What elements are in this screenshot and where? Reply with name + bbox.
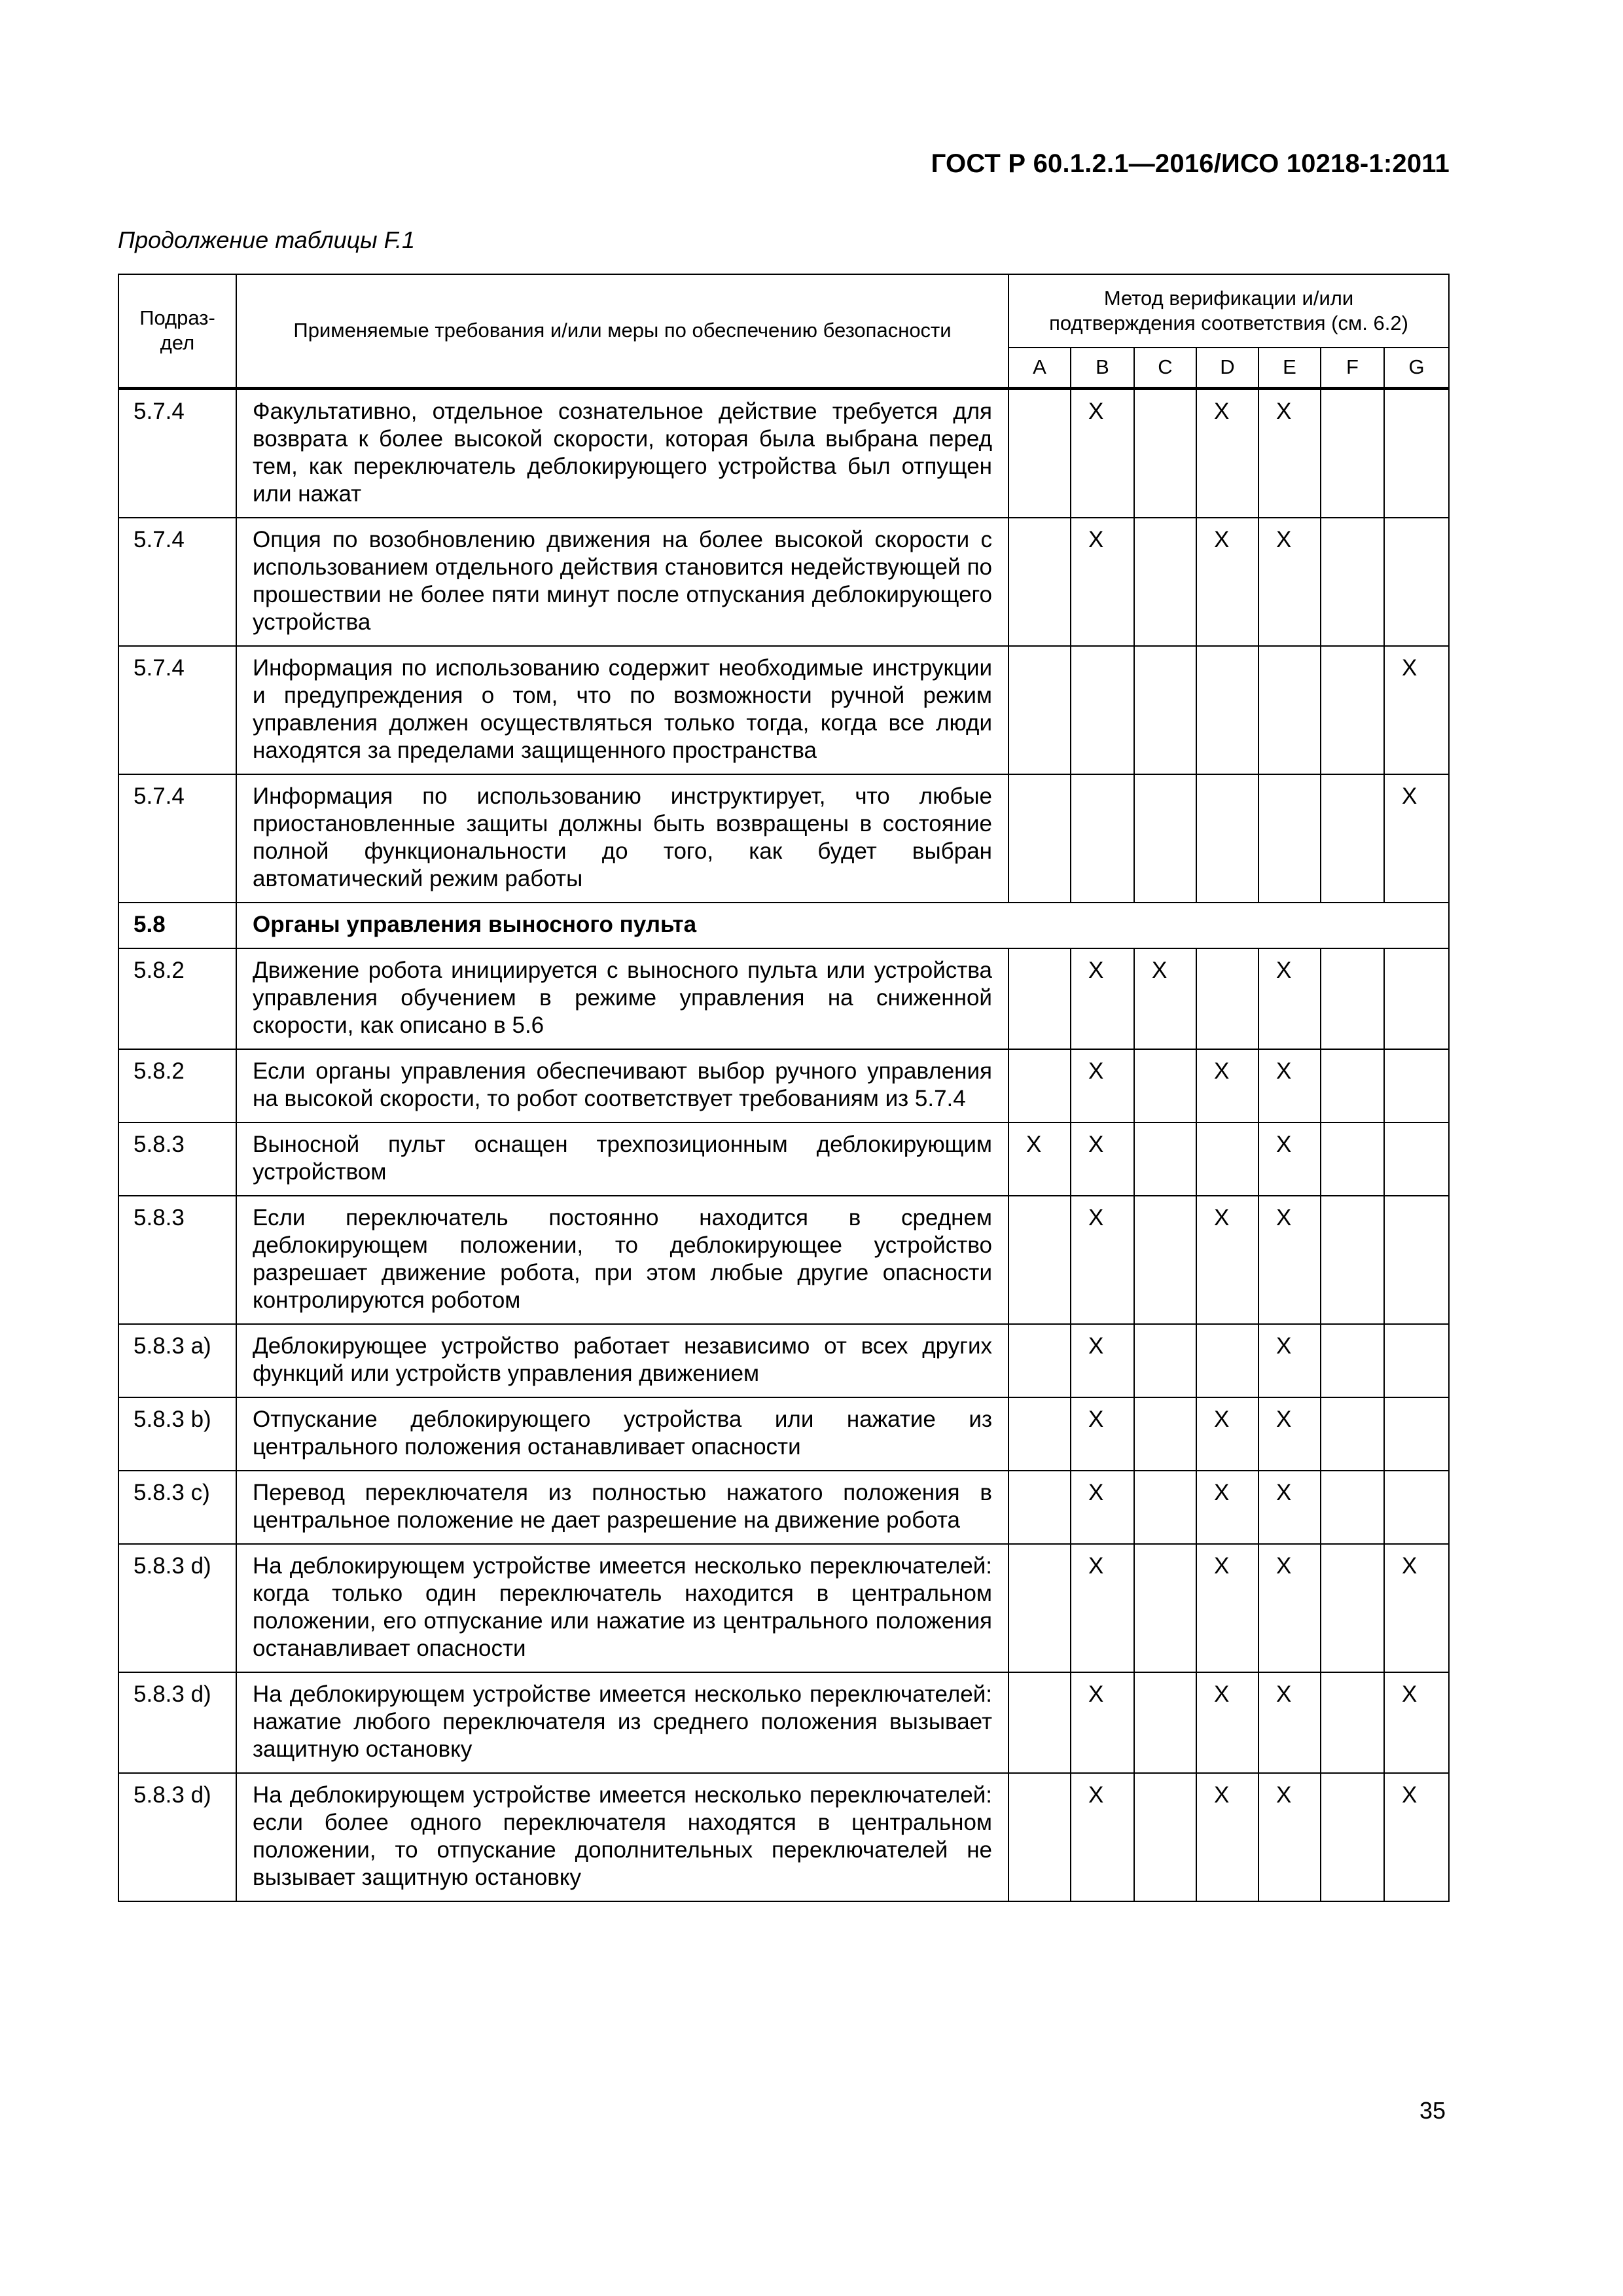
method-mark-c (1134, 774, 1196, 903)
table-row (118, 1049, 1449, 1122)
method-mark-b: X (1071, 388, 1134, 518)
method-mark-a (1008, 1544, 1071, 1672)
method-mark-c (1134, 1196, 1196, 1324)
page-number: 35 (1419, 2097, 1446, 2124)
section-number: 5.8 (118, 903, 236, 948)
method-mark-g: X (1384, 1672, 1449, 1773)
method-mark-d: X (1196, 1773, 1258, 1901)
method-mark-e: X (1258, 1049, 1321, 1122)
section-number: 5.7.4 (118, 388, 236, 518)
method-mark-f (1321, 1773, 1384, 1901)
method-mark-d: X (1196, 1471, 1258, 1544)
section-number: 5.8.3 d) (118, 1672, 236, 1773)
method-mark-d: X (1196, 1196, 1258, 1324)
requirement-text: На деблокирующем устройстве имеется несколько переключателей: нажатие любого переключателя из среднего положения вызывает защитную остановку (236, 1672, 1008, 1773)
method-mark-g (1384, 1324, 1449, 1397)
method-mark-f (1321, 1049, 1384, 1122)
section-number: 5.8.2 (118, 948, 236, 1049)
method-mark-d (1196, 1324, 1258, 1397)
method-mark-e (1258, 774, 1321, 903)
requirement-text: Перевод переключателя из полностью нажатого положения в центральное положение не дает разрешение на движение робота (236, 1471, 1008, 1544)
method-mark-g (1384, 1122, 1449, 1196)
method-mark-c (1134, 1324, 1196, 1397)
method-mark-e: X (1258, 1196, 1321, 1324)
table-body (118, 388, 1449, 1901)
method-mark-a (1008, 774, 1071, 903)
section-heading: Органы управления выносного пульта (236, 903, 1449, 948)
section-number: 5.7.4 (118, 518, 236, 646)
method-mark-a (1008, 1324, 1071, 1397)
table-row (118, 1196, 1449, 1324)
method-mark-f (1321, 774, 1384, 903)
requirement-text: Если органы управления обеспечивают выбор ручного управления на высокой скорости, то робот соответствует требованиям из 5.7.4 (236, 1049, 1008, 1122)
method-mark-c (1134, 1122, 1196, 1196)
method-letter-d: D (1196, 348, 1258, 388)
method-mark-e: X (1258, 1471, 1321, 1544)
method-mark-d: X (1196, 1544, 1258, 1672)
method-mark-f (1321, 1122, 1384, 1196)
method-mark-b: X (1071, 1196, 1134, 1324)
method-mark-e: X (1258, 1672, 1321, 1773)
method-mark-c (1134, 1672, 1196, 1773)
method-mark-c (1134, 1544, 1196, 1672)
table-row (118, 646, 1449, 774)
section-number: 5.7.4 (118, 774, 236, 903)
section-number: 5.8.3 (118, 1196, 236, 1324)
method-letter-e: E (1258, 348, 1321, 388)
requirement-text: Движение робота инициируется с выносного пульта или устройства управления обучением в режиме управления на сниженной скорости, как описано в 5.6 (236, 948, 1008, 1049)
method-mark-b (1071, 774, 1134, 903)
requirement-text: Если переключатель постоянно находится в среднем деблокирующем положении, то деблокирующее устройство разрешает движение робота, при этом любые другие опасности контролируются роботом (236, 1196, 1008, 1324)
table-row (118, 1544, 1449, 1672)
document-header: ГОСТ Р 60.1.2.1—2016/ИСО 10218-1:2011 (931, 149, 1450, 178)
table-row (118, 1397, 1449, 1471)
method-mark-b: X (1071, 1324, 1134, 1397)
requirement-text: Факультативно, отдельное сознательное действие требуется для возврата к более высокой скорости, которая была выбрана перед тем, как переключатель деблокирующего устройства был отпущен или нажат (236, 388, 1008, 518)
table-row (118, 1773, 1449, 1901)
method-mark-d: X (1196, 1397, 1258, 1471)
verification-table (118, 274, 1450, 1902)
method-mark-g (1384, 388, 1449, 518)
section-number: 5.8.3 d) (118, 1544, 236, 1672)
method-mark-g (1384, 948, 1449, 1049)
method-mark-a (1008, 1196, 1071, 1324)
table-row (118, 1324, 1449, 1397)
method-mark-g (1384, 1471, 1449, 1544)
method-mark-c (1134, 518, 1196, 646)
method-mark-g (1384, 518, 1449, 646)
section-heading-row (118, 903, 1449, 948)
table-row (118, 1471, 1449, 1544)
column-header-requirement: Применяемые требования и/или меры по обеспечению безопасности (236, 274, 1008, 388)
method-mark-c (1134, 1471, 1196, 1544)
method-letter-c: C (1134, 348, 1196, 388)
requirement-text: На деблокирующем устройстве имеется несколько переключателей: если более одного переключателя находятся в центральном положении, то отпускание дополнительных переключателей не вызывает защитную остановку (236, 1773, 1008, 1901)
method-letter-g: G (1384, 348, 1449, 388)
method-mark-f (1321, 1196, 1384, 1324)
method-mark-a (1008, 388, 1071, 518)
table-row (118, 1122, 1449, 1196)
method-mark-d: X (1196, 388, 1258, 518)
requirement-text: Отпускание деблокирующего устройства или нажатие из центрального положения останавливает опасности (236, 1397, 1008, 1471)
method-mark-c (1134, 646, 1196, 774)
method-mark-f (1321, 388, 1384, 518)
requirement-text: Деблокирующее устройство работает независимо от всех других функций или устройств управления движением (236, 1324, 1008, 1397)
method-mark-b (1071, 646, 1134, 774)
method-mark-b: X (1071, 1397, 1134, 1471)
method-mark-g (1384, 1049, 1449, 1122)
requirement-text: Опция по возобновлению движения на более высокой скорости с использованием отдельного действия становится недействующей по прошествии не более пяти минут после отпускания деблокирующего устройства (236, 518, 1008, 646)
method-mark-c (1134, 1773, 1196, 1901)
method-mark-a (1008, 518, 1071, 646)
requirement-text: Информация по использованию содержит необходимые инструкции и предупреждения о том, что по возможности ручной режим управления должен осуществляться только тогда, когда все люди находятся за пределами защищенного пространства (236, 646, 1008, 774)
column-header-section: Подраз- дел (118, 274, 236, 388)
section-number: 5.8.3 c) (118, 1471, 236, 1544)
method-mark-e: X (1258, 1397, 1321, 1471)
method-mark-b: X (1071, 1544, 1134, 1672)
method-letter-f: F (1321, 348, 1384, 388)
section-number: 5.8.3 (118, 1122, 236, 1196)
method-mark-b: X (1071, 1122, 1134, 1196)
method-mark-d: X (1196, 518, 1258, 646)
section-number: 5.8.2 (118, 1049, 236, 1122)
method-mark-b: X (1071, 1049, 1134, 1122)
column-header-method: Метод верификации и/или подтверждения соответствия (см. 6.2) (1008, 274, 1449, 348)
method-mark-c: X (1134, 948, 1196, 1049)
method-mark-e: X (1258, 1122, 1321, 1196)
method-mark-f (1321, 948, 1384, 1049)
section-number: 5.8.3 b) (118, 1397, 236, 1471)
method-mark-d (1196, 948, 1258, 1049)
table-row (118, 1672, 1449, 1773)
method-mark-a (1008, 948, 1071, 1049)
method-letter-a: A (1008, 348, 1071, 388)
method-mark-g (1384, 1397, 1449, 1471)
method-mark-g (1384, 1196, 1449, 1324)
method-mark-f (1321, 1324, 1384, 1397)
method-mark-d (1196, 646, 1258, 774)
requirement-text: На деблокирующем устройстве имеется несколько переключателей: когда только один переключатель находится в центральном положении, его отпускание или нажатие из центрального положения останавливает опасности (236, 1544, 1008, 1672)
section-number: 5.8.3 a) (118, 1324, 236, 1397)
method-mark-e: X (1258, 518, 1321, 646)
method-mark-e: X (1258, 1544, 1321, 1672)
method-mark-d (1196, 774, 1258, 903)
method-mark-b: X (1071, 1471, 1134, 1544)
section-number: 5.8.3 d) (118, 1773, 236, 1901)
method-mark-a (1008, 646, 1071, 774)
method-mark-b: X (1071, 1672, 1134, 1773)
method-mark-a (1008, 1049, 1071, 1122)
method-mark-e: X (1258, 948, 1321, 1049)
method-mark-b: X (1071, 518, 1134, 646)
method-mark-e: X (1258, 1324, 1321, 1397)
method-mark-b: X (1071, 948, 1134, 1049)
method-mark-a: X (1008, 1122, 1071, 1196)
method-mark-d (1196, 1122, 1258, 1196)
method-mark-c (1134, 388, 1196, 518)
table-row (118, 388, 1449, 518)
method-mark-e: X (1258, 388, 1321, 518)
method-mark-g: X (1384, 1773, 1449, 1901)
method-mark-g: X (1384, 646, 1449, 774)
method-mark-c (1134, 1049, 1196, 1122)
method-mark-a (1008, 1397, 1071, 1471)
section-number: 5.7.4 (118, 646, 236, 774)
method-mark-a (1008, 1773, 1071, 1901)
table-row (118, 518, 1449, 646)
method-mark-d: X (1196, 1672, 1258, 1773)
method-mark-g: X (1384, 1544, 1449, 1672)
method-mark-f (1321, 1397, 1384, 1471)
requirement-text: Информация по использованию инструктирует, что любые приостановленные защиты должны быть возвращены в состояние полной функциональности до того, как будет выбран автоматический режим работы (236, 774, 1008, 903)
method-mark-a (1008, 1672, 1071, 1773)
method-mark-b: X (1071, 1773, 1134, 1901)
method-mark-e: X (1258, 1773, 1321, 1901)
method-mark-f (1321, 1471, 1384, 1544)
method-mark-d: X (1196, 1049, 1258, 1122)
method-mark-e (1258, 646, 1321, 774)
method-mark-c (1134, 1397, 1196, 1471)
method-mark-a (1008, 1471, 1071, 1544)
method-mark-f (1321, 518, 1384, 646)
method-mark-g: X (1384, 774, 1449, 903)
table-row (118, 774, 1449, 903)
requirement-text: Выносной пульт оснащен трехпозиционным деблокирующим устройством (236, 1122, 1008, 1196)
table-row (118, 948, 1449, 1049)
method-letter-b: B (1071, 348, 1134, 388)
table-caption: Продолжение таблицы F.1 (118, 226, 416, 253)
method-mark-f (1321, 1544, 1384, 1672)
method-mark-f (1321, 646, 1384, 774)
method-mark-f (1321, 1672, 1384, 1773)
